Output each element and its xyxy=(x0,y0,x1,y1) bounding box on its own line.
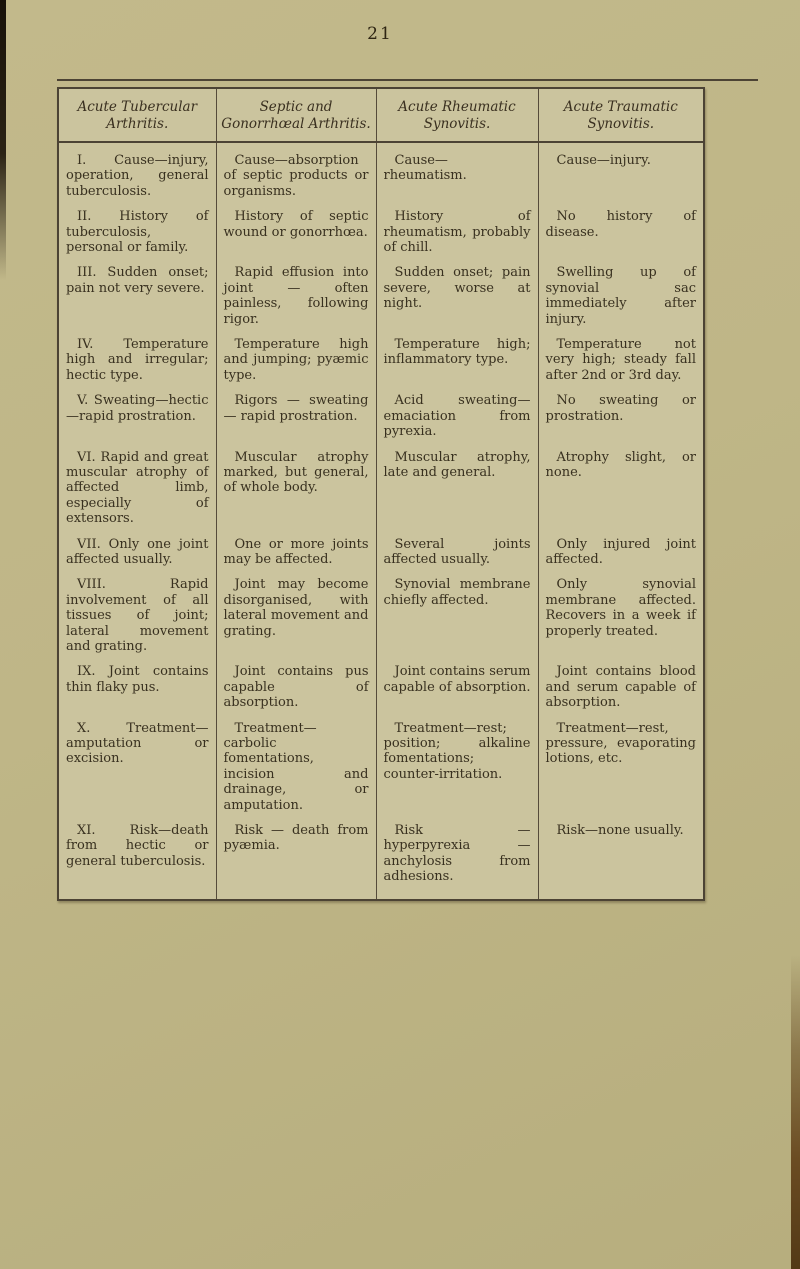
cell-text: VI. Rapid and great muscular atrophy of affected limb, especially of extensors. xyxy=(66,449,209,527)
column-header-traumatic: Acute Traumatic Synovitis. xyxy=(538,88,704,142)
table-row xyxy=(58,711,704,813)
cell-text: Several joints affected usually. xyxy=(383,536,531,567)
cell-text: No sweating or prostration. xyxy=(545,393,696,424)
cell-text: Treatment—rest; position; alkaline fomentations; counter-irritation. xyxy=(383,720,531,782)
table-cell xyxy=(216,327,376,383)
table-row xyxy=(58,255,704,327)
cell-text: Only synovial membrane affected. Recovers in a week if properly treated. xyxy=(545,577,696,639)
cell-text: IX. Joint contains thin flaky pus. xyxy=(66,664,209,695)
cell-text: Synovial membrane chiefly affected. xyxy=(383,577,531,608)
cell-text: Cause—absorption of septic products or organisms. xyxy=(223,153,369,199)
table-cell xyxy=(58,813,216,900)
table-row xyxy=(58,440,704,527)
table-row xyxy=(58,813,704,900)
table-cell xyxy=(538,440,704,527)
table-cell xyxy=(216,654,376,710)
column-header-septic: Septic and Gonorrhœal Arthritis. xyxy=(216,88,376,142)
table-header-row xyxy=(58,88,704,142)
cell-text: I. Cause—injury, operation, general tuberculosis. xyxy=(66,153,209,199)
table-row xyxy=(58,142,704,199)
table-row xyxy=(58,654,704,710)
table-cell xyxy=(538,383,704,439)
table-cell xyxy=(376,567,538,654)
table-cell xyxy=(376,527,538,568)
table-cell xyxy=(216,383,376,439)
cell-text: Risk—none usually. xyxy=(556,823,684,839)
cell-text: Atrophy slight, or none. xyxy=(545,449,696,480)
table-cell xyxy=(216,813,376,900)
table-cell xyxy=(58,711,216,813)
cell-text: Muscular atrophy, late and general. xyxy=(383,449,531,480)
table-cell xyxy=(538,813,704,900)
table-cell xyxy=(58,199,216,255)
table-cell xyxy=(58,654,216,710)
cell-text: Joint contains pus capable of absorption. xyxy=(223,664,369,711)
cell-text: V. Sweating—hectic—rapid prostration. xyxy=(66,393,209,424)
table-cell xyxy=(538,199,704,255)
cell-text: Rapid effusion into joint — often painless, following rigor. xyxy=(223,265,369,327)
table-cell xyxy=(538,142,704,199)
cell-text: Risk — death from pyæmia. xyxy=(223,823,369,854)
cell-text: History of rheumatism, probably of chill. xyxy=(383,209,531,256)
table-cell xyxy=(376,654,538,710)
scan-edge-right xyxy=(791,955,800,1269)
cell-text: Only injured joint affected. xyxy=(545,536,696,567)
table-cell xyxy=(216,142,376,199)
cell-text: X. Treatment—amputation or excision. xyxy=(66,720,209,767)
cell-text: Rigors — sweating — rapid prostration. xyxy=(223,393,369,424)
cell-text: III. Sudden onset; pain not very severe. xyxy=(66,265,209,296)
cell-text: Cause—rheumatism. xyxy=(383,153,467,184)
table-cell xyxy=(538,567,704,654)
column-header-rheumatic: Acute Rheumatic Synovitis. xyxy=(376,88,538,142)
table-row xyxy=(58,527,704,568)
cell-text: Temperature not very high; steady fall after 2nd or 3rd day. xyxy=(545,337,696,383)
table-row xyxy=(58,567,704,654)
page-number: 21 xyxy=(367,24,393,44)
cell-text: Treatment—rest, pressure, evaporating lotions, etc. xyxy=(545,720,696,767)
table-cell xyxy=(58,327,216,383)
cell-text: Cause—injury. xyxy=(556,153,651,168)
top-rule xyxy=(57,79,758,81)
table-cell xyxy=(216,527,376,568)
table-cell xyxy=(216,255,376,327)
table-cell xyxy=(216,711,376,813)
table-cell xyxy=(376,327,538,383)
table-cell xyxy=(376,383,538,439)
cell-text: No history of disease. xyxy=(545,209,696,240)
table-row xyxy=(58,199,704,255)
comparison-table xyxy=(57,87,705,901)
table-cell xyxy=(376,711,538,813)
table-cell xyxy=(58,567,216,654)
cell-text: Swelling up of synovial sac immediately after injury. xyxy=(545,265,696,327)
cell-text: One or more joints may be affected. xyxy=(223,536,369,567)
cell-text: Temperature high; inflammatory type. xyxy=(383,337,531,368)
column-header-tubercular: Acute Tubercular Arthritis. xyxy=(58,88,216,142)
cell-text: VIII. Rapid involvement of all tissues of joint; lateral movement and grating. xyxy=(66,577,209,654)
table-cell xyxy=(58,383,216,439)
table-cell xyxy=(538,527,704,568)
cell-text: IV. Temperature high and irregular; hectic type. xyxy=(66,337,209,383)
table-cell xyxy=(216,440,376,527)
table-cell xyxy=(376,142,538,199)
cell-text: Risk — hyperpyrexia — anchylosis from adhesions. xyxy=(383,823,531,885)
cell-text: XI. Risk—death from hectic or general tuberculosis. xyxy=(66,823,209,869)
cell-text: Treatment—carbolic fomentations, incision and drainage, or amputation. xyxy=(223,720,369,813)
cell-text: History of septic wound or gonorrhœa. xyxy=(223,209,369,240)
table-row xyxy=(58,327,704,383)
table-cell xyxy=(216,567,376,654)
table-cell xyxy=(538,327,704,383)
table-cell xyxy=(216,199,376,255)
cell-text: Temperature high and jumping; pyæmic type. xyxy=(223,337,369,383)
table-cell xyxy=(58,440,216,527)
cell-text: Sudden onset; pain severe, worse at night. xyxy=(383,265,531,312)
table-cell xyxy=(538,255,704,327)
table-cell xyxy=(538,711,704,813)
table-cell xyxy=(376,813,538,900)
cell-text: Joint may become disorganised, with lateral movement and grating. xyxy=(223,577,369,639)
table-cell xyxy=(58,255,216,327)
table-cell xyxy=(376,440,538,527)
cell-text: VII. Only one joint affected usually. xyxy=(66,536,209,567)
cell-text: Acid sweating—emaciation from pyrexia. xyxy=(383,393,531,440)
cell-text: II. History of tuberculosis, personal or family. xyxy=(66,209,209,256)
table-cell xyxy=(538,654,704,710)
cell-text: Joint contains serum capable of absorption. xyxy=(383,664,531,695)
table-cell xyxy=(376,255,538,327)
table-cell xyxy=(58,142,216,199)
cell-text: Joint contains blood and serum capable of absorption. xyxy=(545,664,696,711)
table-row xyxy=(58,383,704,439)
cell-text: Muscular atrophy marked, but general, of whole body. xyxy=(223,449,369,496)
table-cell xyxy=(376,199,538,255)
table-cell xyxy=(58,527,216,568)
